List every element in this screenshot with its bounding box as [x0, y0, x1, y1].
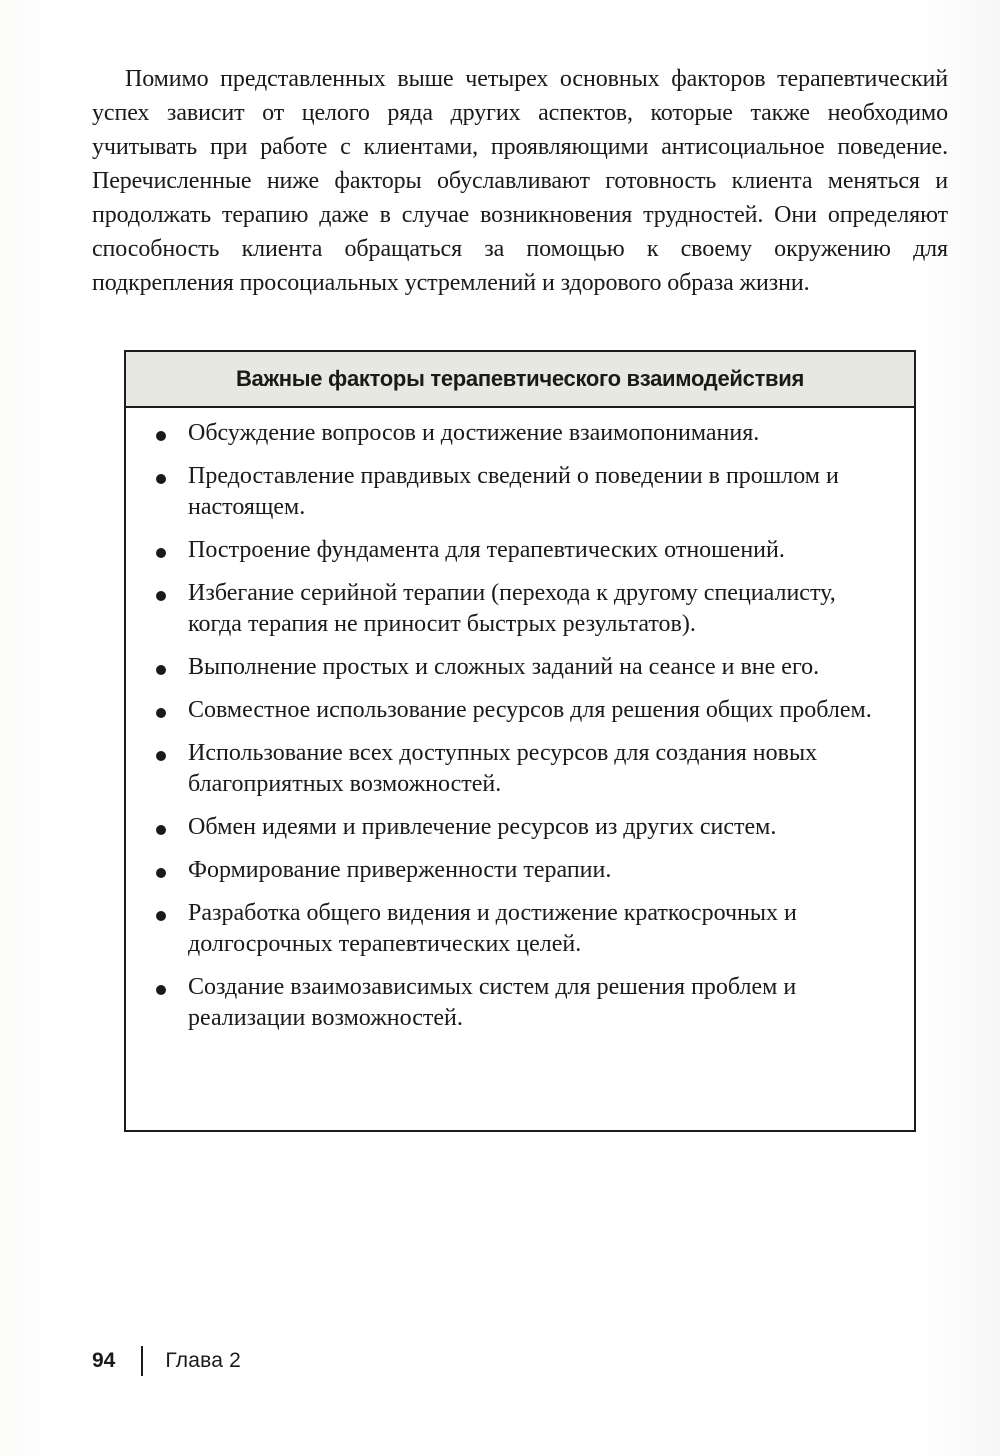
list-item: [126, 812, 914, 843]
list-item: [126, 652, 914, 683]
list-item-text: Предоставление правдивых сведений о поведении в прошлом и настоящем.: [188, 463, 839, 520]
bullet-icon: [156, 548, 166, 558]
bullet-icon: [156, 708, 166, 718]
list-item: [126, 972, 914, 1034]
bullet-icon: [156, 665, 166, 675]
intro-paragraph: Помимо представленных выше четырех основных факторов терапевтический успех зависит от целого ряда других аспектов, которые также необходимо учитывать при работе с клиентами, проявляющими антисоциальное поведение. Перечисленные ниже факторы обуславливают готовность клиента меняться и продолжать терапию даже в случае возникновения трудностей. Они определяют способность клиента обращаться за помощью к своему окружению для подкрепления просоциальных устремлений и здорового образа жизни.: [92, 66, 948, 296]
list-item-text: Создание взаимозависимых систем для решения проблем и реализации возможностей.: [188, 974, 797, 1031]
footer-divider: [141, 1346, 143, 1376]
list-item: [126, 578, 914, 640]
page-footer: [92, 1346, 241, 1376]
bullet-icon: [156, 911, 166, 921]
list-item-text: Избегание серийной терапии (перехода к другому специалисту, когда терапия не приносит быстрых результатов).: [188, 580, 836, 637]
bullet-icon: [156, 825, 166, 835]
bullet-icon: [156, 985, 166, 995]
list-item: [126, 898, 914, 960]
list-item: [126, 535, 914, 566]
list-item-text: Выполнение простых и сложных заданий на сеансе и вне его.: [188, 654, 820, 680]
list-item-text: Совместное использование ресурсов для решения общих проблем.: [188, 697, 872, 723]
list-item-text: Формирование приверженности терапии.: [188, 857, 612, 883]
list-item: [126, 855, 914, 886]
factor-list: [126, 408, 914, 1034]
bullet-icon: [156, 431, 166, 441]
factor-box-title: Важные факторы терапевтического взаимодействия: [126, 352, 914, 408]
list-item-text: Обмен идеями и привлечение ресурсов из других систем.: [188, 814, 777, 840]
chapter-label: Глава 2: [165, 1349, 241, 1372]
bullet-icon: [156, 591, 166, 601]
bullet-icon: [156, 868, 166, 878]
list-item: [126, 738, 914, 800]
list-item-text: Разработка общего видения и достижение краткосрочных и долгосрочных терапевтических целей.: [188, 900, 797, 957]
bullet-icon: [156, 474, 166, 484]
list-item: [126, 461, 914, 523]
list-item-text: Обсуждение вопросов и достижение взаимопонимания.: [188, 420, 760, 446]
list-item: [126, 418, 914, 449]
list-item-text: Построение фундамента для терапевтических отношений.: [188, 537, 785, 563]
factor-box: [124, 350, 916, 1132]
list-item-text: Использование всех доступных ресурсов для создания новых благоприятных возможностей.: [188, 740, 818, 797]
bullet-icon: [156, 751, 166, 761]
page-number: 94: [92, 1349, 116, 1372]
list-item: [126, 695, 914, 726]
